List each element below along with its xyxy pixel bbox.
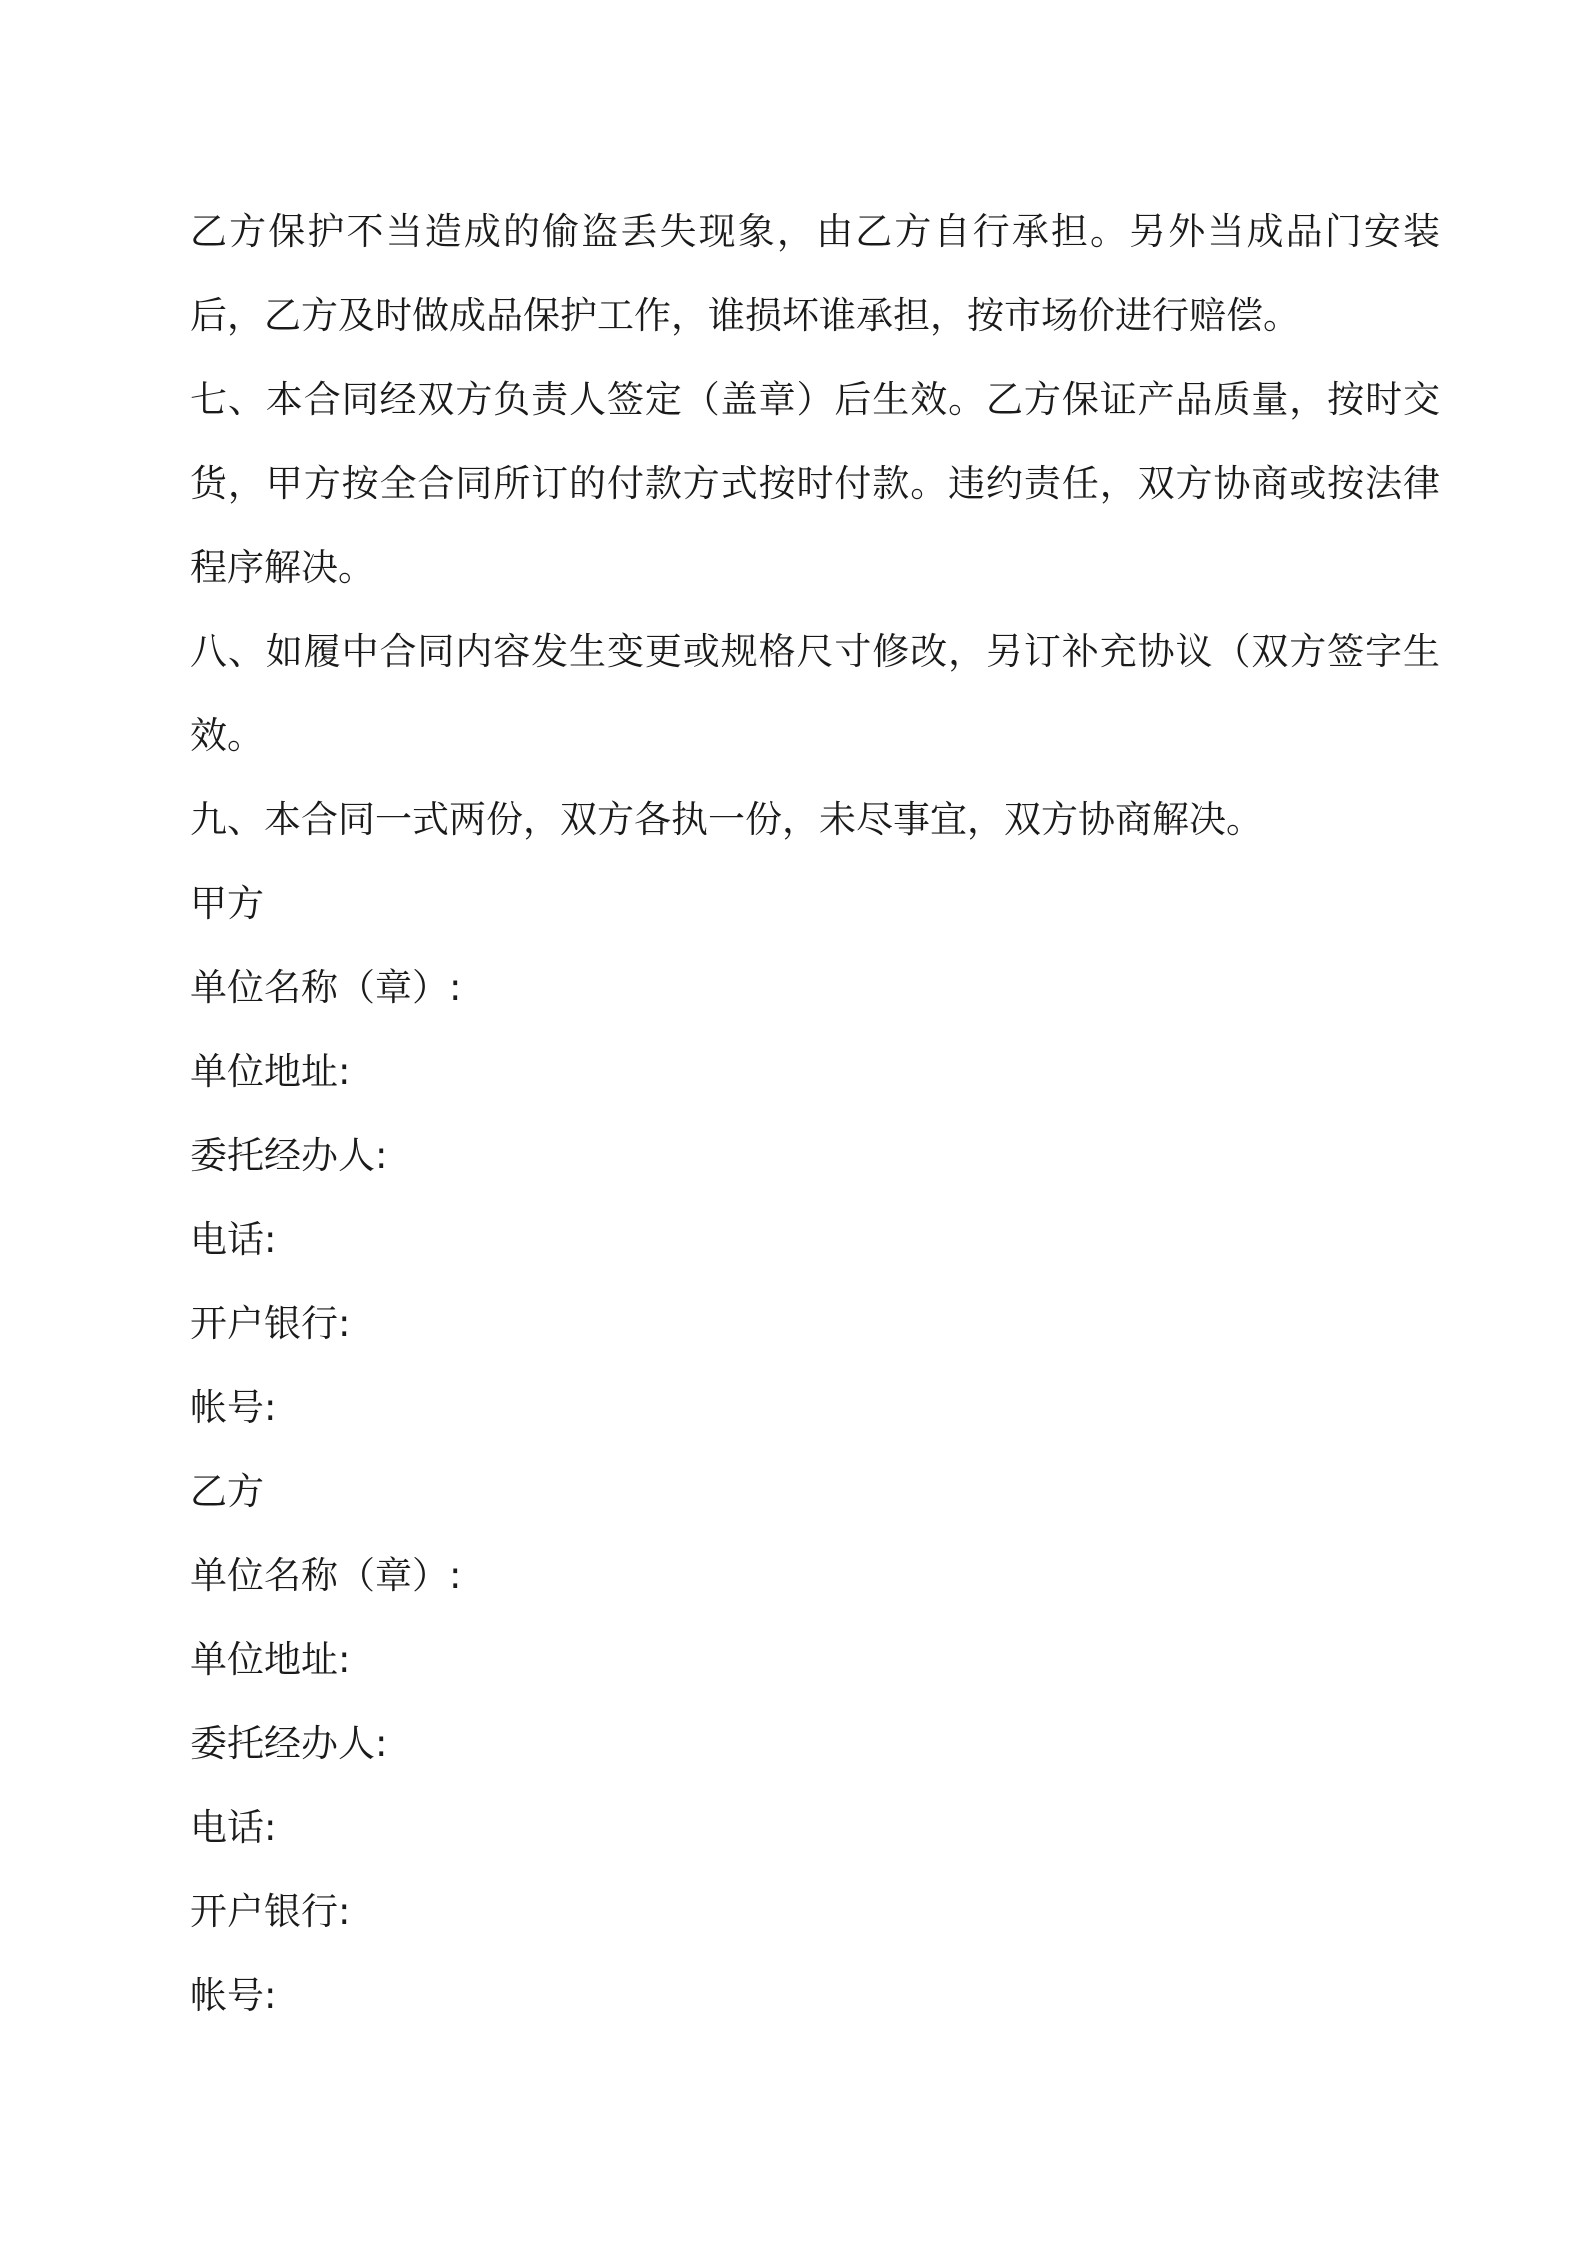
- party-b-heading: 乙方: [190, 1470, 264, 1513]
- party-b-account: 帐号:: [190, 1974, 277, 2017]
- party-a-address: 单位地址:: [190, 1050, 351, 1093]
- clause-eight: 八、如履中合同内容发生变更或规格尺寸修改，另订补充协议（双方签字生效。: [190, 630, 1440, 757]
- clause-seven: 七、本合同经双方负责人签定（盖章）后生效。乙方保证产品质量，按时交货，甲方按全合同所订的付款方式按时付款。违约责任，双方协商或按法律程序解决。: [190, 378, 1440, 589]
- party-a-phone: 电话:: [190, 1218, 277, 1261]
- party-b-agent: 委托经办人:: [190, 1722, 388, 1765]
- party-b-bank: 开户银行:: [190, 1890, 351, 1933]
- party-a-bank: 开户银行:: [190, 1302, 351, 1345]
- clause-nine: 九、本合同一式两份，双方各执一份，未尽事宜，双方协商解决。: [190, 798, 1263, 841]
- party-b-company-name: 单位名称（章）:: [190, 1554, 462, 1597]
- party-a-company-name: 单位名称（章）:: [190, 966, 462, 1009]
- party-a-section: [190, 862, 1440, 1450]
- document-page: [190, 190, 1440, 2038]
- party-b-address: 单位地址:: [190, 1638, 351, 1681]
- party-a-agent: 委托经办人:: [190, 1134, 388, 1177]
- party-b-phone: 电话:: [190, 1806, 277, 1849]
- party-a-heading: 甲方: [190, 882, 264, 925]
- party-a-account: 帐号:: [190, 1386, 277, 1429]
- party-b-section: [190, 1450, 1440, 2038]
- clause-continuation: 乙方保护不当造成的偷盗丢失现象，由乙方自行承担。另外当成品门安装后，乙方及时做成品保护工作，谁损坏谁承担，按市场价进行赔偿。: [190, 210, 1440, 337]
